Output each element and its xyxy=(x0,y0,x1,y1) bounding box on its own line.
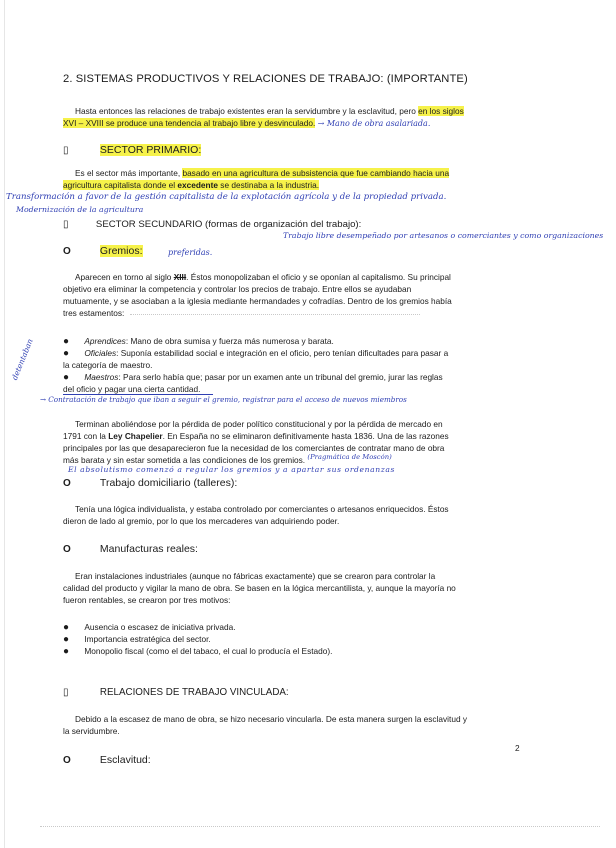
primario-highlight-3: se destinaba a la industria. xyxy=(217,180,319,190)
vinculada-line-1: Debido a la escasez de mano de obra, se hizo necesario vincularla. De esta manera surgen la esclavitud y xyxy=(75,714,468,724)
motivo-text: Importancia estratégica del sector. xyxy=(84,634,211,644)
primario-heading xyxy=(63,144,201,157)
estamento-maestros xyxy=(63,372,443,383)
faint-bottom-line xyxy=(40,826,600,828)
primario-line-1 xyxy=(75,168,449,179)
gremios-text-2: . Éstos monopolizaban el oficio y se oponían al capitalismo. Su principal xyxy=(186,272,451,282)
maestros-cont: del oficio y pagar una cierta cantidad. xyxy=(63,384,201,394)
ley-chapelier: Ley Chapelier xyxy=(108,431,163,441)
vinculada-heading xyxy=(63,686,289,699)
gremios-line-3: mutuamente, y se asociaban a la iglesia mediante hermandades y cofradías. Dentro de los gremios había xyxy=(63,296,452,306)
faint-dotted-line xyxy=(130,314,420,316)
domiciliario-line-2: dieron de lado al gremio, por lo que los mercaderes van adquiriendo poder. xyxy=(63,516,340,526)
bullet-icon: ● xyxy=(63,634,70,645)
bullet-icon: ● xyxy=(63,336,70,347)
gremios-line-2: objetivo era eliminar la competencia y controlar los precios de trabajo. Entre ellos se ayudaban xyxy=(63,284,412,294)
square-bullet-icon: ▯ xyxy=(63,687,69,698)
estamento-aprendices xyxy=(63,336,334,347)
domiciliario-line-1: Tenía una lógica individualista, y estaba controlado por comerciantes o artesanos enriquecidos. Éstos xyxy=(75,504,449,514)
gremios-text: Aparecen en torno al siglo xyxy=(75,272,174,282)
handwritten-note-asalariada: → Mano de obra asalariada. xyxy=(317,119,431,128)
oficiales-cont: la categoría de maestro. xyxy=(63,360,153,370)
gremios-line-1 xyxy=(75,272,451,283)
end-text-4: más barata y sin estar sometida a las condiciones de los gremios. xyxy=(63,455,306,465)
estamento-text: : Suponía estabilidad social e integración en el oficio, pero tenían dificultades para pasar a xyxy=(116,348,449,358)
bullet-icon: ● xyxy=(63,348,70,359)
manufacturas-title: Manufacturas reales: xyxy=(99,543,198,555)
motivo-item xyxy=(63,646,332,657)
intro-highlight: en los siglos xyxy=(418,106,464,116)
estamento-term: Aprendices xyxy=(84,336,126,346)
handwritten-note-pragmatica: (Pragmática de Moscón) xyxy=(307,453,392,461)
intro-text: Hasta entonces las relaciones de trabajo existentes eran la servidumbre y la esclavitud, pero xyxy=(75,106,419,116)
bullet-icon: ● xyxy=(63,622,70,633)
handwritten-note-trabajo-libre: Trabajo libre desempeñado por artesanos o comerciantes y como organizaciones xyxy=(283,231,604,240)
esclavitud-title: Esclavitud: xyxy=(99,754,151,766)
gremios-end-3: principales por las que desaparecieron fue la necesidad de los comerciantes de contratar mano de obra xyxy=(63,443,445,453)
handwritten-note-absolutismo: El absolutismo comenzó a regular los gremios y a apartar sus ordenanzas xyxy=(68,465,395,474)
gremios-end-2 xyxy=(63,431,449,442)
circle-bullet-icon: O xyxy=(63,755,71,766)
motivo-item xyxy=(63,622,236,633)
estamento-term: Maestros xyxy=(84,372,119,382)
gremios-title: Gremios: xyxy=(99,245,143,257)
manufacturas-heading xyxy=(63,543,198,556)
intro-line-1 xyxy=(75,106,464,117)
page-number: 2 xyxy=(515,743,520,753)
estamento-oficiales xyxy=(63,348,448,359)
estamento-term: Oficiales xyxy=(84,348,117,358)
handwritten-note-modernizacion: Modernización de la agricultura xyxy=(16,205,144,214)
esclavitud-heading xyxy=(63,754,151,767)
vinculada-title: RELACIONES DE TRABAJO VINCULADA: xyxy=(99,687,289,698)
primario-line-2 xyxy=(63,180,319,191)
primario-highlight-2: agricultura capitalista donde el xyxy=(63,180,178,190)
handwritten-note-contratacion: → Contratación de trabajo que iban a seguir el gremio, registrar para el acceso de nuevos miembros xyxy=(40,395,407,404)
square-bullet-icon: ▯ xyxy=(63,145,69,156)
bullet-icon: ● xyxy=(63,646,70,657)
circle-bullet-icon: O xyxy=(63,544,71,555)
motivo-text: Monopolio fiscal (como el del tabaco, el cual lo producía el Estado). xyxy=(84,646,333,656)
handwritten-note-transformacion: Transformación a favor de la gestión capitalista de la explotación agrícola y de la propiedad privada. xyxy=(6,192,447,202)
manufacturas-line-2: calidad del producto y vigilar la mano de obra. Se basen en la lógica mercantilista, y, aunque la mayoría no xyxy=(63,583,456,593)
gremios-end-1: Terminan aboliéndose por la pérdida de poder político constitucional y por la pérdida de mercado en xyxy=(75,419,443,429)
intro-line-2 xyxy=(63,118,430,129)
end-text-2: . En España no se eliminaron definitivamente hasta 1836. Una de las razones xyxy=(162,431,449,441)
motivo-text: Ausencia o escasez de iniciativa privada. xyxy=(84,622,236,632)
square-bullet-icon: ▯ xyxy=(63,219,69,230)
bullet-icon: ● xyxy=(63,372,70,383)
secundario-title: SECTOR SECUNDARIO (formas de organización del trabajo): xyxy=(95,219,362,230)
handwritten-note-preferidas: preferidas. xyxy=(168,248,213,257)
intro-highlight-2: XVI – XVIII se produce una tendencia al trabajo libre y desvinculado. xyxy=(63,118,316,128)
gremios-line-4: tres estamentos: xyxy=(63,308,125,318)
section-title: 2. SISTEMAS PRODUCTIVOS Y RELACIONES DE TRABAJO: (IMPORTANTE) xyxy=(63,73,468,85)
estamento-text: : Mano de obra sumisa y fuerza más numerosa y barata. xyxy=(125,336,334,346)
primario-text: Es el sector más importante, xyxy=(75,168,183,178)
page-edge xyxy=(4,0,5,848)
primario-highlight: basado en una agricultura de subsistencia que fue cambiando hacia una xyxy=(182,168,450,178)
estamento-text: : Para serlo había que; pasar por un examen ante un tribunal del gremio, jurar las reglas xyxy=(118,372,443,382)
gremios-heading xyxy=(63,245,143,258)
domiciliario-title: Trabajo domiciliario (talleres): xyxy=(99,477,238,489)
primario-excedente: excedente xyxy=(177,180,218,190)
manufacturas-line-1: Eran instalaciones industriales (aunque no fábricas exactamente) que se crearon para controlar la xyxy=(75,571,436,581)
end-text: 1791 con la xyxy=(63,431,109,441)
gremios-century: XIII xyxy=(173,272,187,282)
motivo-item xyxy=(63,634,211,645)
secundario-heading xyxy=(63,218,361,231)
circle-bullet-icon: O xyxy=(63,478,71,489)
manufacturas-line-3: fueron rentables, se crearon por tres motivos: xyxy=(63,595,231,605)
domiciliario-heading xyxy=(63,477,237,490)
handwritten-margin-note: detentaban xyxy=(10,337,35,382)
primario-title: SECTOR PRIMARIO: xyxy=(99,144,202,156)
circle-bullet-icon: O xyxy=(63,246,71,257)
vinculada-line-2: la servidumbre. xyxy=(63,726,120,736)
